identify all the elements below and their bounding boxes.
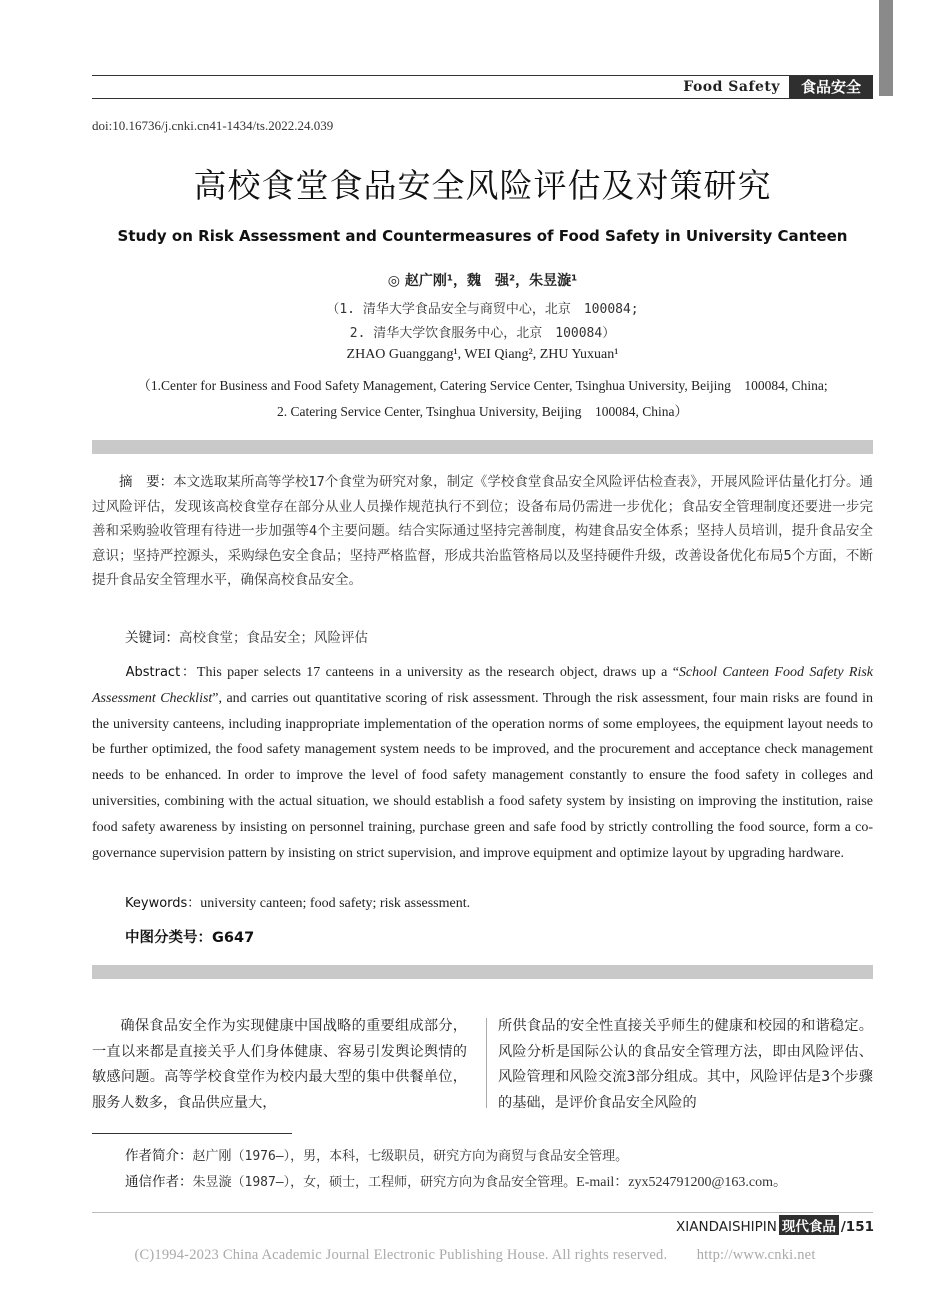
journal-name-zh: 现代食品 xyxy=(779,1215,839,1235)
affiliation-en-2: 2. Catering Service Center, Tsinghua University, Beijing 100084, China） xyxy=(277,404,688,419)
footnote-corresponding xyxy=(125,1170,787,1191)
abstract-en-label: Abstract： xyxy=(125,665,197,680)
abstract-zh-label: 摘 要： xyxy=(119,474,174,490)
page-title: 高校食堂食品安全风险评估及对策研究 xyxy=(193,166,772,205)
keywords-zh xyxy=(125,626,368,646)
body-column-left: 确保食品安全作为实现健康中国战略的重要组成部分，一直以来都是直接关乎人们身体健康、容易引发舆论舆情的敏感问题。高等学校食堂作为校内最大型的集中供餐单位，服务人数多，食品供应量大， xyxy=(92,1018,467,1111)
email-label: E-mail： xyxy=(576,1175,629,1190)
authors-en: ZHAO Guanggang¹, WEI Qiang², ZHU Yuxuan¹ xyxy=(346,347,619,362)
keywords-en-text: university canteen; food safety; risk assessment. xyxy=(200,896,471,911)
affiliation-zh-2: 2. 清华大学饮食服务中心，北京 100084） xyxy=(349,326,616,341)
footnote-author-label: 作者简介： xyxy=(125,1148,193,1164)
copyright-notice: (C)1994-2023 China Academic Journal Electronic Publishing House. All rights reserved. http://www.cnki.net xyxy=(134,1247,816,1263)
footnote-corr-text: 朱昱漩（1987—），女，硕士，工程师，研究方向为食品安全管理。 xyxy=(192,1175,577,1190)
abstract-en-text-1: This paper selects 17 canteens in a university as the research object, draws up a “ xyxy=(196,665,679,680)
abstract-zh-text: 本文选取某所高等学校17个食堂为研究对象，制定《学校食堂食品安全风险评估检查表》，开展风险评估量化打分。通过风险评估，发现该高校食堂存在部分从业人员操作规范执行不到位；设备布局仍需进一步优化；食品安全管理制度还要进一步完善和采购验收管理有待进一步加强等4个主要问题。结合实际通过坚持完善制度，构建食品安全体系；坚持人员培训，提升食品安全意识；坚持严控源头，采购绿色安全食品；坚持严格监督，形成共治监管格局以及坚持硬件升级，改善设备优化布局5个方面，不断提升食品安全管理水平，确保高校食品安全。 xyxy=(92,474,874,588)
header-rule xyxy=(92,75,873,76)
affiliation-en-1: （1.Center for Business and Food Safety Management, Catering Service Center, Tsinghua University, Beijing 100084, China; xyxy=(137,378,828,393)
abstract-zh xyxy=(92,470,873,593)
journal-footer xyxy=(650,1215,874,1235)
abstract-en xyxy=(92,660,873,866)
keywords-en-label: Keywords： xyxy=(125,896,201,911)
journal-name-en: XIANDAISHIPIN xyxy=(676,1219,777,1235)
keywords-en xyxy=(125,892,470,912)
page-number: /151 xyxy=(840,1219,874,1235)
footnote-author xyxy=(125,1144,628,1164)
email-address: zyx524791200@163.com。 xyxy=(628,1175,787,1190)
english-title: Study on Risk Assessment and Countermeasures of Food Safety in University Canteen xyxy=(117,227,848,245)
abstract-en-text-2: ”, and carries out quantitative scoring of risk assessment. Through the risk assessment, four main risks are found in the university canteens, including inappropriate implementation of the operation norms of some employees, the equipment layout needs to be further optimized, the food safety management system needs to be improved, and the procurement and acceptance check management needs to be enhanced. In order to improve the level of food safety management constantly to ensure the food safety in colleges and universities, combining with the actual situation, we should establish a food safety system by insisting on improving the institution, raise food safety awareness by insisting on personnel training, purchase green and safe food by strictly controlling the food source, form a co-governance supervision pattern by insisting on strict supervision, and improve equipment and optimize layout by upgrading hardware. xyxy=(92,690,873,861)
footnote-rule xyxy=(92,1133,292,1134)
footer-rule xyxy=(92,1212,873,1213)
footnote-corr-label: 通信作者： xyxy=(125,1174,193,1190)
section-label-zh: 食品安全 xyxy=(789,76,873,98)
clc-number: 中图分类号：G647 xyxy=(125,930,255,946)
doi: doi:10.16736/j.cnki.cn41-1434/ts.2022.24.039 xyxy=(92,118,334,133)
abstract-en-italic: School Canteen Food Safety Risk Assessment Checklist xyxy=(92,665,873,706)
divider-band-top xyxy=(92,440,873,454)
divider-band-bottom xyxy=(92,965,873,979)
sidebar-bar xyxy=(879,0,893,96)
keywords-zh-label: 关键词： xyxy=(125,630,179,646)
section-label-en: Food Safety xyxy=(683,79,780,95)
keywords-zh-text: 高校食堂；食品安全；风险评估 xyxy=(179,630,368,646)
body-column-right: 所供食品的安全性直接关乎师生的健康和校园的和谐稳定。风险分析是国际公认的食品安全管理方法，即由风险评估、风险管理和风险交流3部分组成。其中，风险评估是3个步骤的基础，是评价食品安全风险的 xyxy=(498,1018,873,1111)
header-rule-bottom xyxy=(92,98,873,99)
column-divider xyxy=(486,1018,487,1108)
footnote-author-text: 赵广刚（1976—），男，本科，七级职员，研究方向为商贸与食品安全管理。 xyxy=(192,1149,629,1164)
affiliation-zh-1: （1. 清华大学食品安全与商贸中心，北京 100084; xyxy=(326,302,639,317)
authors-zh: ◎ 赵广刚¹，魏 强²，朱昱漩¹ xyxy=(387,273,578,289)
